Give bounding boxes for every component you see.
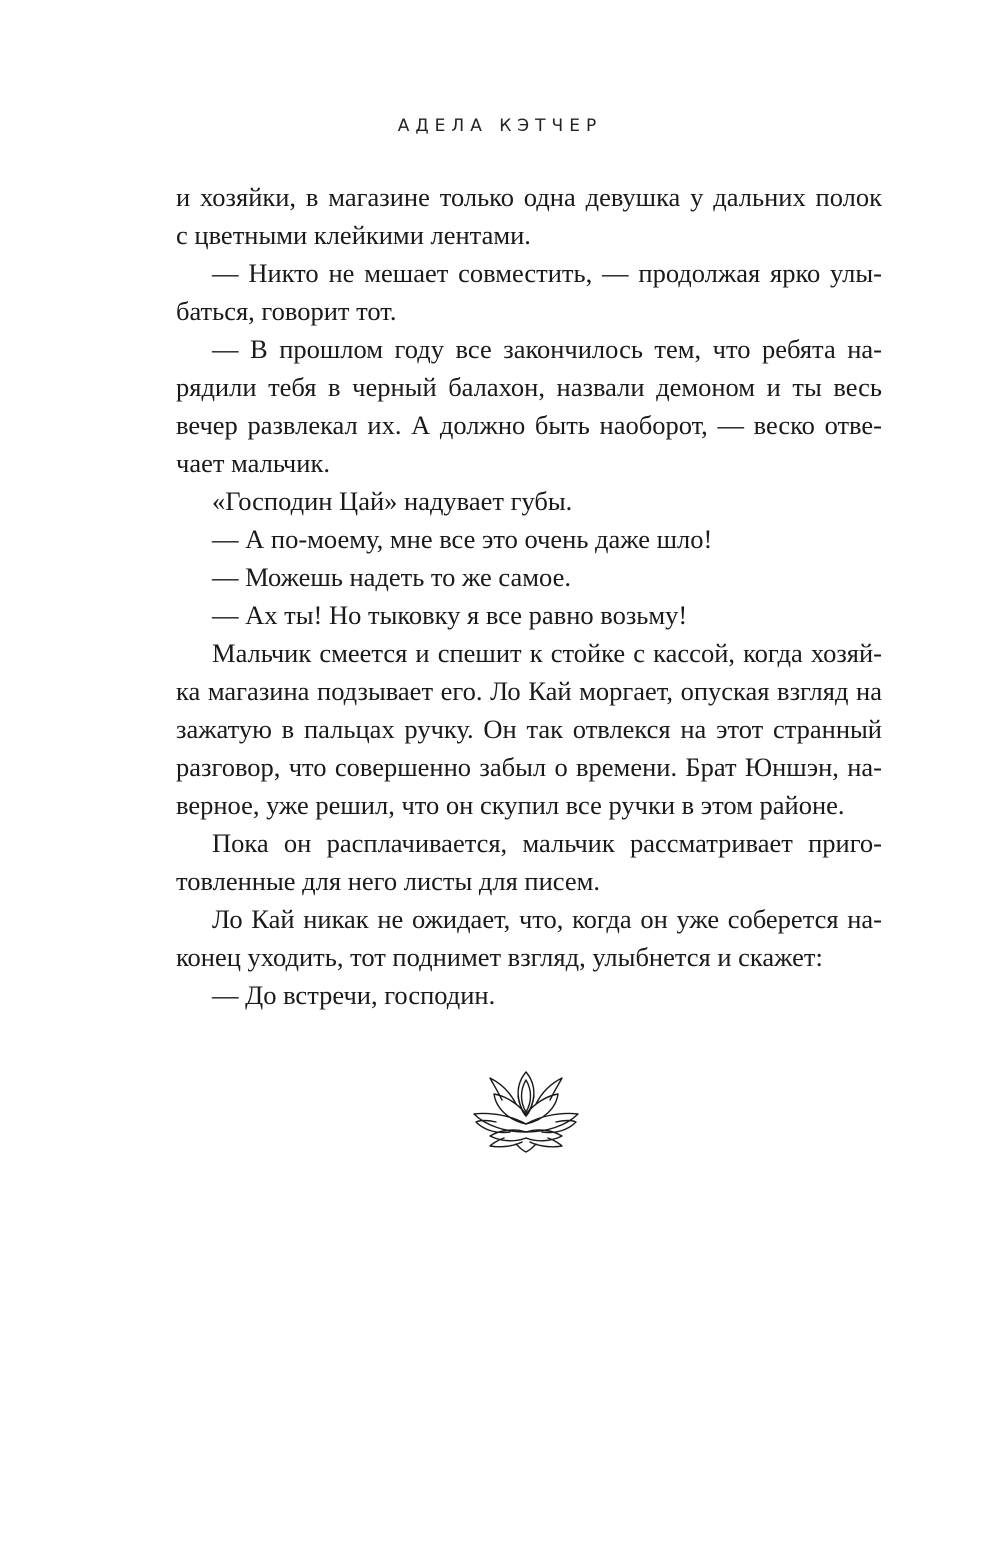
- body-text: [176, 178, 882, 1014]
- text-line: Пока он расплачивается, мальчик рассматривает приго-: [212, 828, 882, 858]
- text-line: Ло Кай никак не ожидает, что, когда он уже соберется на-: [212, 904, 882, 934]
- text-line: чает мальчик.: [176, 448, 330, 478]
- text-line: конец уходить, тот поднимет взгляд, улыбнется и скажет:: [176, 942, 823, 972]
- text-line: вечер развлекал их. А должно быть наоборот, — веско отве-: [176, 410, 882, 440]
- text-line: и хозяйки, в магазине только одна девушка у дальних полок: [176, 182, 882, 212]
- running-header-author: АДЕЛА КЭТЧЕР: [397, 116, 603, 136]
- text-line: — В прошлом году все закончилось тем, что ребята на-: [212, 334, 882, 364]
- text-line: с цветными клейкими лентами.: [176, 220, 531, 250]
- text-line: рядили тебя в черный балахон, назвали демоном и ты весь: [176, 372, 882, 402]
- text-line: — До встречи, господин.: [212, 980, 496, 1010]
- lotus-icon: [462, 1066, 590, 1154]
- text-line: — Ах ты! Но тыковку я все равно возьму!: [212, 600, 688, 630]
- text-line: товленные для него листы для писем.: [176, 866, 601, 896]
- text-line: — Можешь надеть то же самое.: [212, 562, 571, 592]
- text-line: — А по-моему, мне все это очень даже шло!: [212, 524, 713, 554]
- text-line: зажатую в пальцах ручку. Он так отвлекся на этот странный: [176, 714, 882, 744]
- text-line: «Господин Цай» надувает губы.: [212, 486, 573, 516]
- text-line: Мальчик смеется и спешит к стойке с кассой, когда хозяй-: [212, 638, 882, 668]
- text-line: баться, говорит тот.: [176, 296, 397, 326]
- text-line: верное, уже решил, что он скупил все ручки в этом районе.: [176, 790, 845, 820]
- text-line: ка магазина подзывает его. Ло Кай моргает, опуская взгляд на: [176, 676, 882, 706]
- text-line: разговор, что совершенно забыл о времени. Брат Юншэн, на-: [176, 752, 882, 782]
- text-line: — Никто не мешает совместить, — продолжая ярко улы-: [212, 258, 882, 288]
